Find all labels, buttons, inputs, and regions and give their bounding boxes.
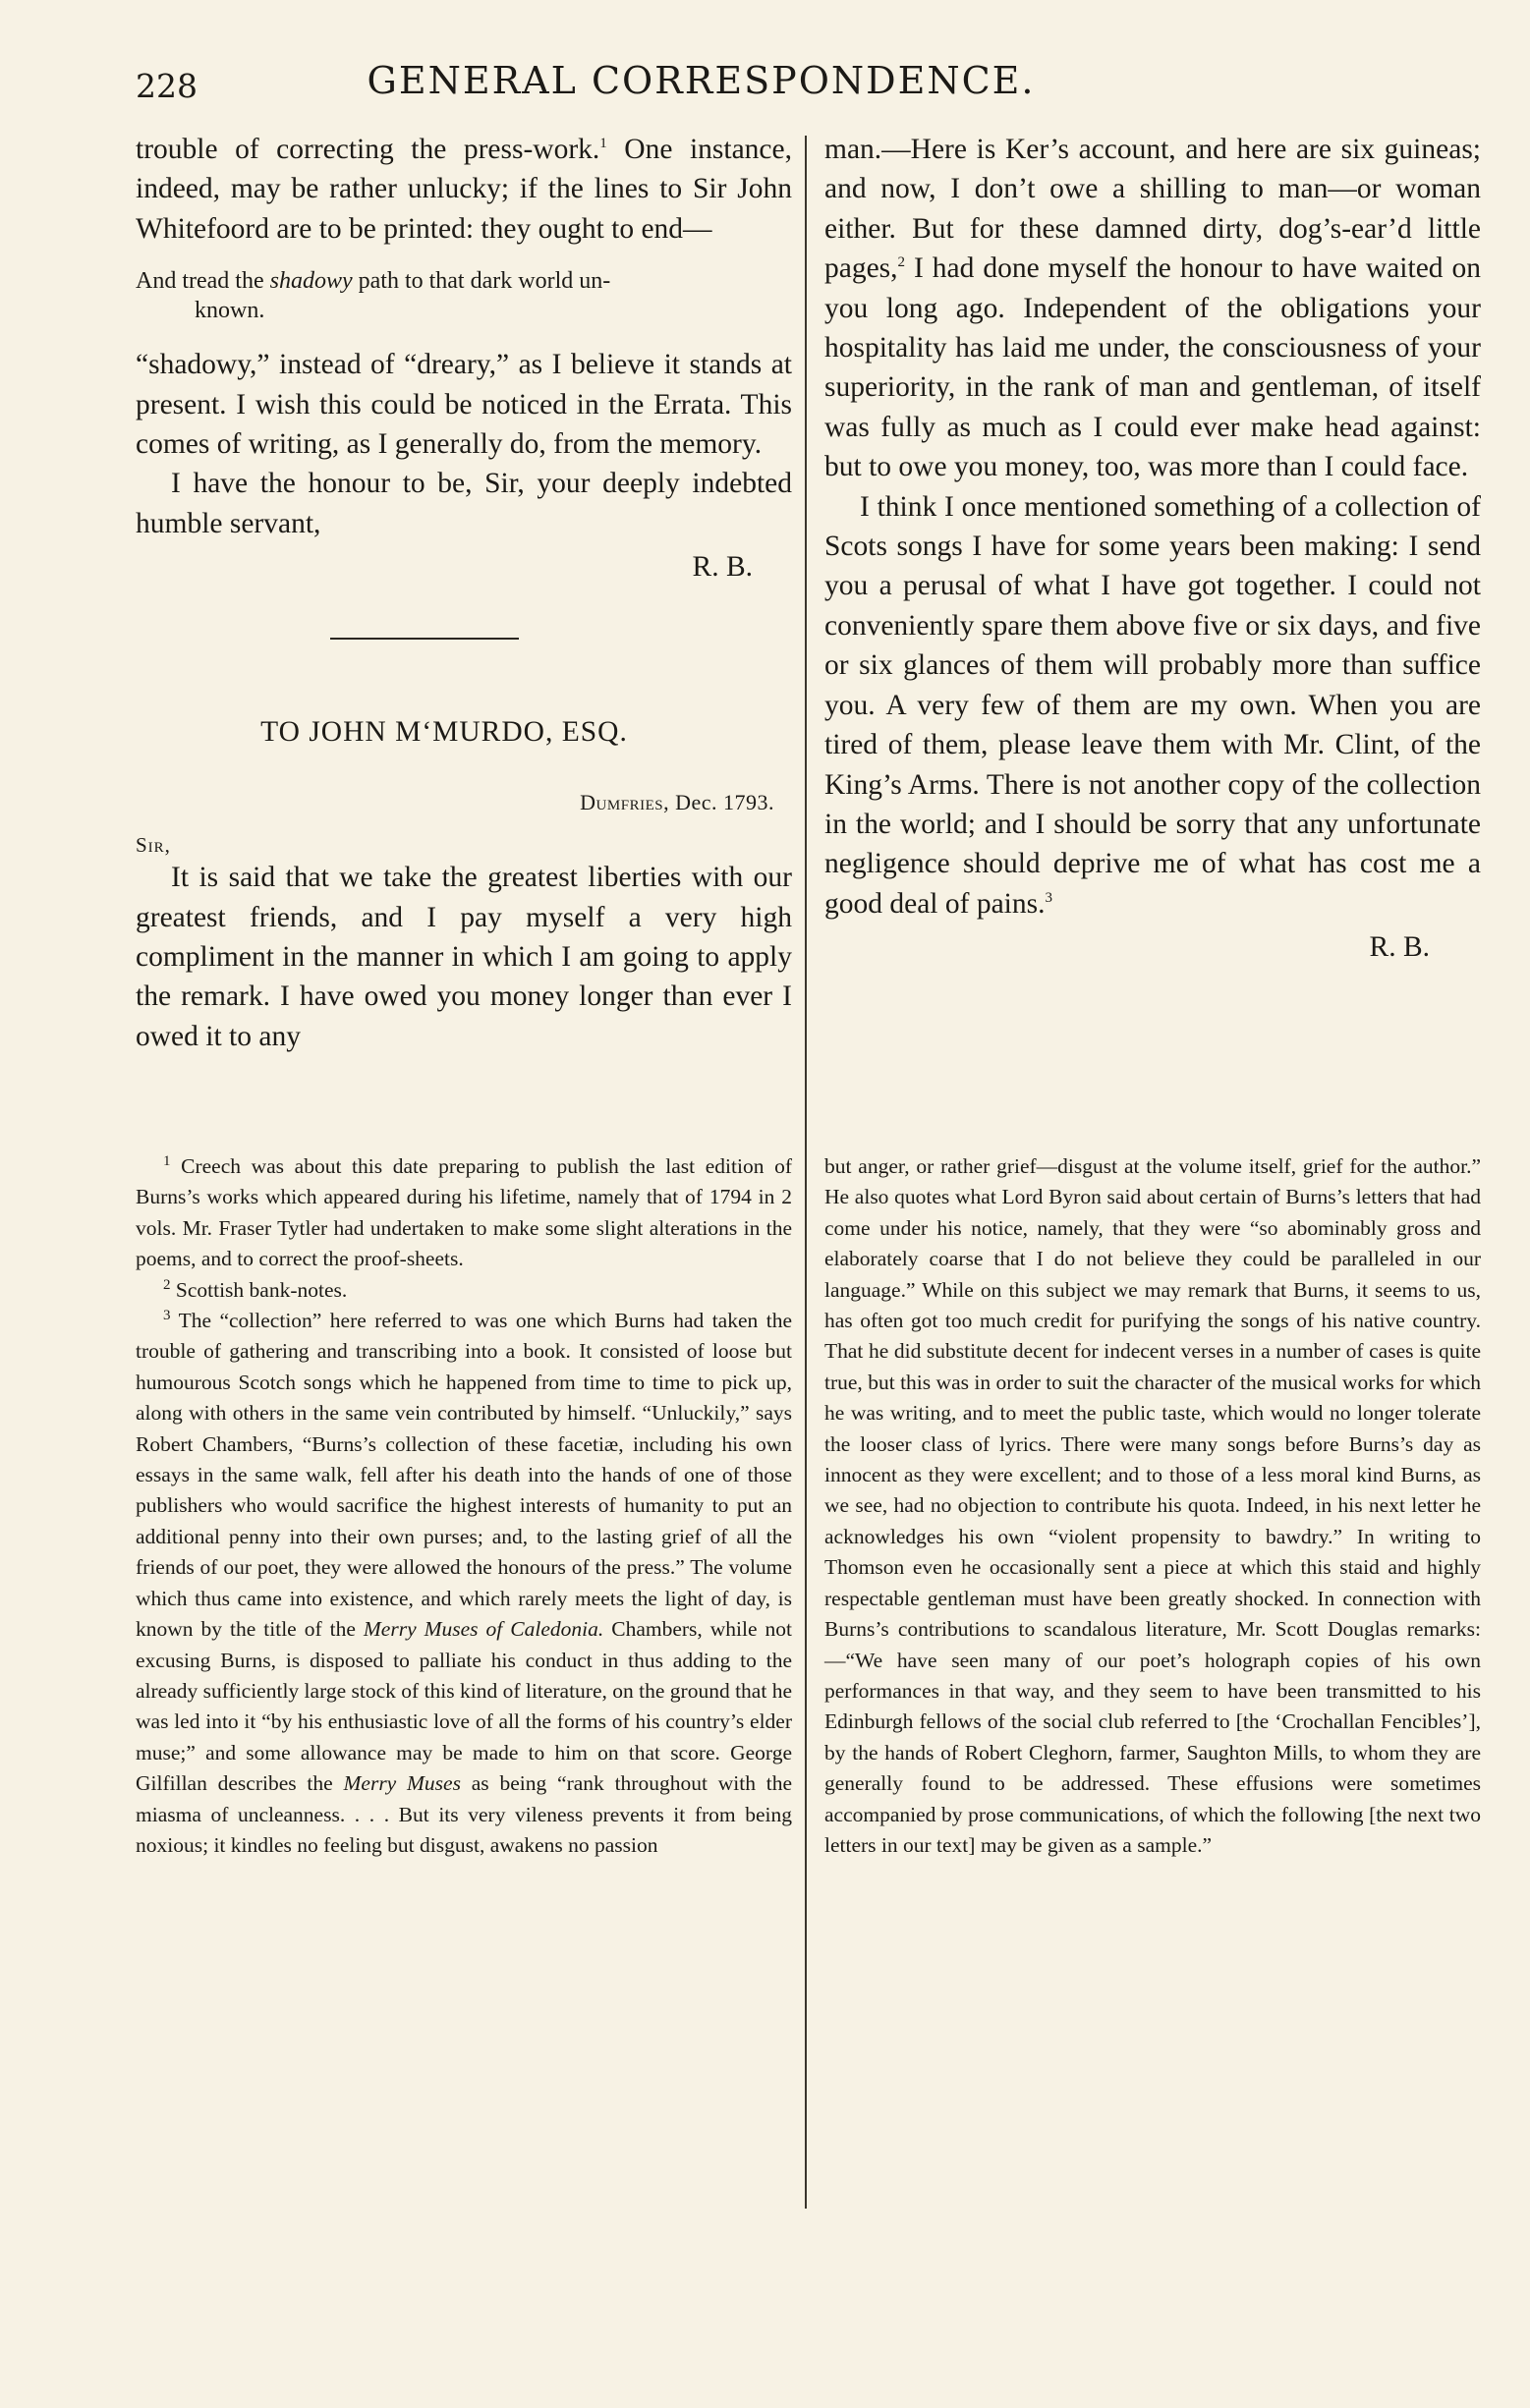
left-column — [136, 130, 792, 1056]
text: The “collection” here referred to was one which Burns had taken the trouble of gathering and transcribing into a book. It consisted of loose but humourous Scotch songs which he happened from time to time to pick up, along with others in the same vein contributed by himself. “Unluckily,” says Robert Chambers, “Burns’s collection of these facetiæ, including his own essays in the same walk, fell after his death into the hands of one of those publishers who would sacrifice the highest interests of humanity to put an additional penny into their own purses; and, to the lasting grief of all the friends of our poet, they were allowed the honours of the press.” The volume which thus came into existence, and which rarely meets the light of day, is known by the title of the — [136, 1309, 792, 1642]
text: path to that dark world un- — [352, 268, 611, 295]
footnote-continuation: but anger, or rather grief—disgust at the volume itself, grief for the author.” He also quotes what Lord Byron said about certain of Burns’s letters that had come under his notice, namely, that they were “so abominably gross and elaborately coarse that I do not believe they could be paralleled in our language.” While on this subject we may remark that Burns, it seems to us, has often got too much credit for purifying the songs of his native country. That he did substitute decent for indecent verses in a number of cases is quite true, but this was in order to suit the character of the musical works for which he was writing, and to meet the public taste, which would no longer tolerate the looser class of lyrics. There were many songs before Burns’s day as innocent as they were excellent; and to those of a less moral kind Burns, as we see, had no objection to contribute his quota. Indeed, in his next letter he acknowledges his own “violent propensity to bawdry.” In writing to Thomson even he occasionally sent a piece at which this staid and highly respectable gentleman must have been greatly shocked. In connection with Burns’s contributions to scandalous literature, Mr. Scott Douglas remarks:—“We have seen many of our poet’s holograph copies of his own performances in that way, and they seem to have been transmitted to his Edinburgh fellows of the social club referred to [the ‘Crochallan Fencibles’], by the hands of Robert Cleghorn, farmer, Saughton Mills, to whom they are generally found to be addressed. These effusions were sometimes accompanied by prose communications, of which the following [the next two letters in our text] may be given as a sample.” — [824, 1154, 1481, 1857]
text: man.—Here is Ker’s account, and here are six guineas; and now, I don’t owe a shilling to man—or woman either. But for these damned dirty, dog’s-ear’d little pages, — [824, 134, 1481, 285]
text: One instance, indeed, may be rather unlucky; if the lines to Sir John Whitefoord are to be printed: they ought to end— — [136, 134, 792, 245]
place: Dumfries, — [580, 790, 670, 815]
letter-title: TO JOHN M‘MURDO, ESQ. — [260, 716, 628, 749]
text: as being “rank throughout with the miasma of uncleanness. . . . But its very vileness prevents it from being noxious; it kindles no feeling but disgust, awakens no passion — [136, 1771, 792, 1857]
footnote — [136, 1151, 792, 1275]
page-header — [136, 59, 1159, 112]
footnote-number: 3 — [163, 1307, 171, 1323]
footnote — [136, 1275, 792, 1306]
signature: R. B. — [692, 551, 753, 584]
right-column — [824, 130, 1481, 967]
paragraph: “shadowy,” instead of “dreary,” as I believe it stands at present. I wish this could be noticed in the Errata. This comes of writing, as I generally do, from the memory. — [136, 349, 792, 461]
text: Chambers, while not excusing Burns, is disposed to palliate his conduct in thus adding to the already sufficiently large stock of this kind of literature, on the ground that he was led into it “by his enthusiastic love of all the forms of his country’s elder muse;” and some allowance may be made to him on that score. George Gilfillan describes the — [136, 1617, 793, 1796]
paragraph: I have the honour to be, Sir, your deeply indebted humble servant, — [136, 468, 792, 539]
footnote-ref: 2 — [897, 254, 906, 271]
verse-quote — [136, 266, 792, 325]
signature: R. B. — [1369, 931, 1430, 964]
footnote-ref: 3 — [1045, 889, 1052, 906]
footnotes-right — [824, 1151, 1481, 1861]
salutation: Sir, — [136, 833, 171, 858]
section-rule — [330, 638, 519, 640]
text: known. — [195, 298, 265, 324]
footnote-number: 2 — [163, 1276, 171, 1293]
text: trouble of correcting the press-work. — [136, 134, 600, 165]
footnotes-left — [136, 1151, 792, 1861]
italic-text: shadowy — [269, 268, 353, 295]
date: Dec. 1793. — [669, 790, 774, 815]
dateline — [136, 790, 792, 815]
italic-text: Merry Muses — [343, 1771, 461, 1796]
running-head: GENERAL CORRESPONDENCE. — [367, 59, 1036, 102]
footnote — [136, 1306, 792, 1861]
italic-text: Merry Muses of Caledonia. — [363, 1617, 604, 1642]
footnote-ref: 1 — [599, 136, 607, 152]
footnote-number: 1 — [163, 1152, 171, 1169]
page-number: 228 — [136, 67, 198, 105]
paragraph — [136, 130, 792, 249]
text: I had done myself the honour to have waited on you long ago. Independent of the obligations your hospitality has laid me under, the consciousness of your superiority, in the rank of man and gentleman, of itself was fully as much as I could ever make head against: but to owe you money, too, was more than I could face. — [824, 252, 1481, 483]
text: I think I once mentioned something of a collection of Scots songs I have for some years been making: I send you a perusal of what I have got together. I could not conveniently spare them above five or six days, and five or six glances of them will probably more than suffice you. A very few of them are my own. When you are tired of them, please leave them with Mr. Clint, of the King’s Arms. There is not another copy of the collection in the world; and I should be sorry that any unfortunate negligence should deprive me of what has cost me a good deal of pains. — [824, 490, 1481, 920]
column-divider — [805, 136, 807, 2209]
paragraph: It is said that we take the greatest liberties with our greatest friends, and I pay myself a very high compliment in the manner in which I am going to apply the remark. I have owed you money longer than ever I owed it to any — [136, 862, 792, 1052]
paragraph — [824, 487, 1481, 924]
text: Scottish bank-notes. — [170, 1277, 348, 1302]
paragraph — [824, 130, 1481, 487]
text: And tread the — [136, 268, 270, 295]
text: Creech was about this date preparing to publish the last edition of Burns’s works which appeared during his lifetime, namely that of 1794 in 2 vols. Mr. Fraser Tytler had undertaken to make some slight alterations in the poems, and to correct the proof-sheets. — [136, 1154, 792, 1271]
